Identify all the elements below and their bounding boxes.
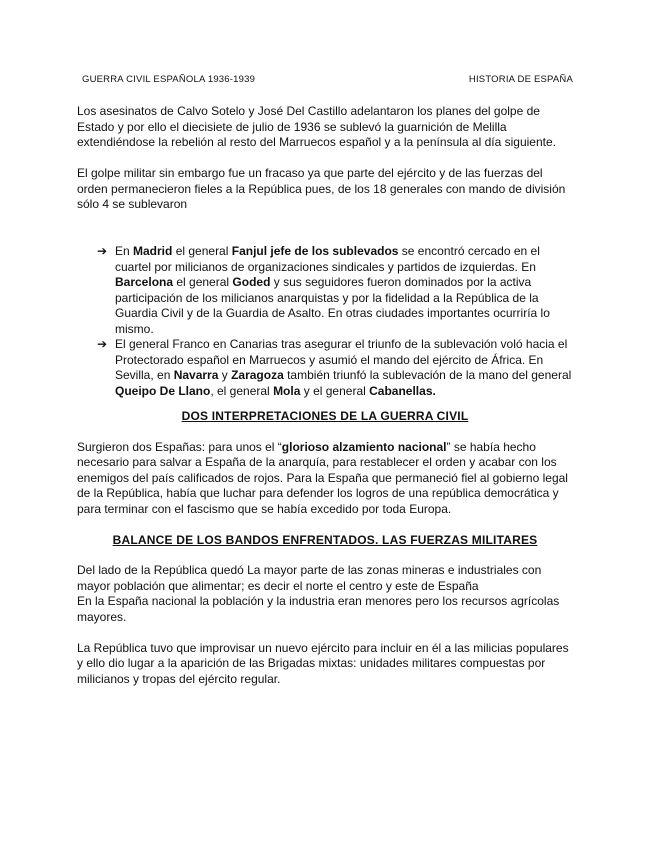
bold-barcelona: Barcelona [115, 275, 174, 289]
arrow-icon: ➔ [97, 337, 108, 351]
bold-zaragoza: Zaragoza [231, 368, 284, 382]
arrow-icon: ➔ [97, 244, 108, 258]
section-heading-interpretaciones: DOS INTERPRETACIONES DE LA GUERRA CIVIL [181, 409, 469, 423]
bold-fanjul: Fanjul jefe de los sublevados [231, 244, 399, 258]
header-left: GUERRA CIVIL ESPAÑOLA 1936-1939 [82, 74, 256, 85]
bold-goded: Goded [232, 275, 271, 289]
bold-navarra: Navarra [173, 368, 219, 382]
bold-glorioso-alzamiento: glorioso alzamiento nacional [281, 439, 447, 454]
bold-queipo: Queipo De Llano [115, 383, 211, 398]
bold-mola: Mola [273, 383, 301, 398]
list-item-franco: ➔ El general Franco en Canarias tras asegurar el triunfo de la sublevación voló hacia el Protectorado español en Marruecos y asumió el mando del ejército de África. En Sevilla, en Navarra y Zaragoza también triunfó la sublevación de la mano del general Queipo De Llano, el general Mola y el general Cabanellas. [97, 337, 572, 398]
list-item-madrid-barcelona: ➔ En Madrid el general Fanjul jefe de los sublevados se encontró cercado en el cuartel por milicianos de organizaciones sindicales y partidos de izquierdas. En Barcelona el general Goded y sus seguidores fueron dominados por la activa participación de los milicianos anarquistas y por la fidelidad a la República de la Guardia Civil y de la Guardia de Asalto. En otras ciudades importantes ocurriría lo mismo. [97, 244, 550, 336]
paragraph-republica-zonas: Del lado de la República quedó La mayor parte de las zonas mineras e industriales con mayor población que alimentar; es decir el norte el centro y este de España [77, 563, 542, 593]
bold-cabanellas: Cabanellas. [369, 383, 436, 398]
bullet-list [77, 244, 573, 399]
section-heading-balance: BALANCE DE LOS BANDOS ENFRENTADOS. LAS FUERZAS MILITARES [112, 532, 538, 547]
paragraph-asesinatos: Los asesinatos de Calvo Sotelo y José Del Castillo adelantaron los planes del golpe de Estado y por ello el diecisiete de julio de 1936 se sublevó la guarnición de Melilla extendiéndose la rebelión al resto del Marruecos español y a la península al día siguiente. [77, 104, 556, 149]
spacer [77, 228, 573, 244]
paragraph-espana-nacional: En la España nacional la población y la industria eran menores pero los recursos agrícolas mayores. [77, 594, 560, 624]
header-right: HISTORIA DE ESPAÑA [468, 74, 573, 85]
paragraph-golpe-militar: El golpe militar sin embargo fue un fracaso ya que parte del ejército y de las fuerzas del orden permanecieron fieles a la República pues, de los 18 generales con mando de división sólo 4 se sublevaron [77, 166, 566, 211]
bold-madrid: Madrid [133, 244, 173, 258]
document-body [77, 104, 573, 703]
page-header [82, 74, 573, 85]
paragraph-brigadas-mixtas: La República tuvo que improvisar un nuevo ejército para incluir en él a las milicias populares y ello dio lugar a la aparición de las Brigadas mixtas: unidades militares compuestas por milicianos y tropas del ejército regular. [77, 640, 569, 686]
paragraph-dos-espanas: Surgieron dos Españas: para unos el “glorioso alzamiento nacional” se había hecho necesario para salvar a España de la anarquía, para restablecer el orden y acabar con los enemigos del país calificados de rojos. Para la España que permaneció fiel al gobierno legal de la República, había que luchar para defender los logros de una república democrática y para terminar con el fascismo que se había excedido por toda Europa. [77, 439, 568, 516]
